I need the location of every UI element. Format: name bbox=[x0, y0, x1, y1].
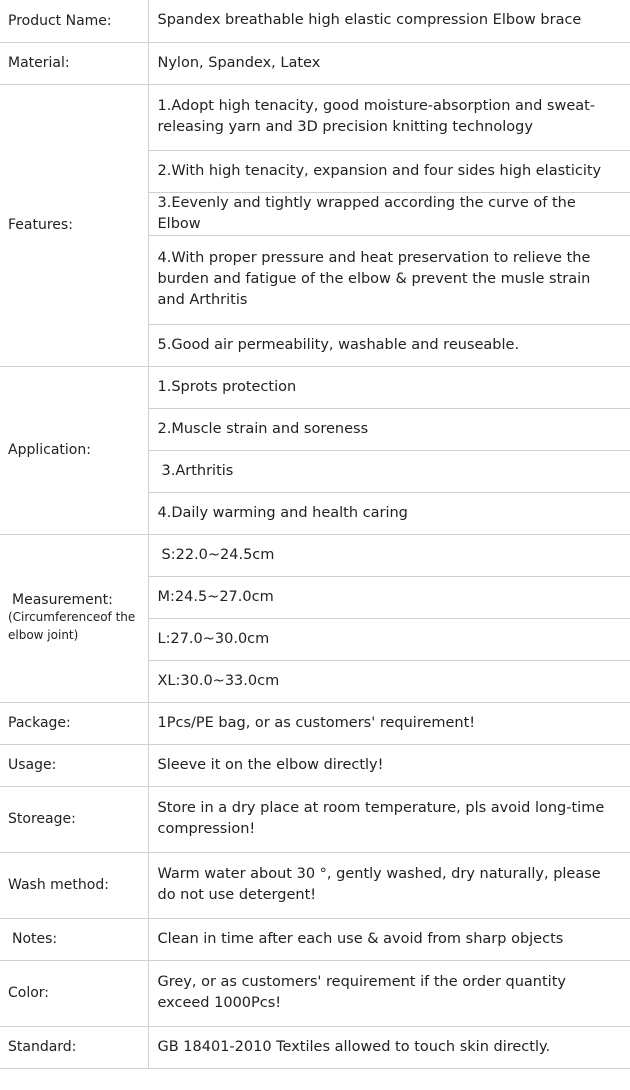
value-wash-method: Warm water about 30 °, gently washed, dry naturally, please do not use detergent! bbox=[148, 852, 630, 918]
row-wash-method bbox=[0, 852, 630, 918]
application-item-4: 4.Daily warming and health caring bbox=[148, 492, 630, 534]
label-package: Package: bbox=[0, 702, 148, 744]
row-application bbox=[0, 366, 630, 408]
application-item-2: 2.Muscle strain and soreness bbox=[148, 408, 630, 450]
label-color: Color: bbox=[0, 960, 148, 1026]
application-item-1: 1.Sprots protection bbox=[148, 366, 630, 408]
row-standard bbox=[0, 1026, 630, 1068]
label-features: Features: bbox=[0, 84, 148, 366]
value-standard: GB 18401-2010 Textiles allowed to touch skin directly. bbox=[148, 1026, 630, 1068]
measurement-item-3: L:27.0~30.0cm bbox=[148, 618, 630, 660]
row-storeage bbox=[0, 786, 630, 852]
label-notes-cell bbox=[0, 918, 148, 960]
label-material: Material: bbox=[0, 42, 148, 84]
row-material bbox=[0, 42, 630, 84]
label-usage: Usage: bbox=[0, 744, 148, 786]
measurement-item-1-cell bbox=[148, 534, 630, 576]
row-usage bbox=[0, 744, 630, 786]
value-notes: Clean in time after each use & avoid from sharp objects bbox=[148, 918, 630, 960]
value-product-name: Spandex breathable high elastic compression Elbow brace bbox=[148, 0, 630, 42]
value-usage: Sleeve it on the elbow directly! bbox=[148, 744, 630, 786]
feature-item-4: 4.With proper pressure and heat preservation to relieve the burden and fatigue of the elbow & prevent the musle strain and Arthritis bbox=[148, 235, 630, 324]
row-features bbox=[0, 84, 630, 150]
row-product-name bbox=[0, 0, 630, 42]
label-measurement-cell bbox=[0, 534, 148, 702]
application-item-3: 3.Arthritis bbox=[161, 462, 234, 479]
feature-item-5: 5.Good air permeability, washable and reuseable. bbox=[148, 324, 630, 366]
measurement-item-4: XL:30.0~33.0cm bbox=[148, 660, 630, 702]
label-product-name: Product Name: bbox=[0, 0, 148, 42]
row-notes bbox=[0, 918, 630, 960]
label-measurement-sub: (Circumferenceof the elbow joint) bbox=[8, 610, 136, 642]
measurement-item-2: M:24.5~27.0cm bbox=[148, 576, 630, 618]
value-storeage: Store in a dry place at room temperature, pls avoid long-time compression! bbox=[148, 786, 630, 852]
value-color: Grey, or as customers' requirement if the order quantity exceed 1000Pcs! bbox=[148, 960, 630, 1026]
label-notes: Notes: bbox=[12, 931, 58, 947]
label-application: Application: bbox=[0, 366, 148, 534]
measurement-item-1: S:22.0~24.5cm bbox=[161, 546, 275, 563]
label-wash-method: Wash method: bbox=[0, 852, 148, 918]
label-standard: Standard: bbox=[0, 1026, 148, 1068]
value-package: 1Pcs/PE bag, or as customers' requirement! bbox=[148, 702, 630, 744]
label-storeage: Storeage: bbox=[0, 786, 148, 852]
row-color bbox=[0, 960, 630, 1026]
row-package bbox=[0, 702, 630, 744]
application-item-3-cell bbox=[148, 450, 630, 492]
value-material: Nylon, Spandex, Latex bbox=[148, 42, 630, 84]
feature-item-1: 1.Adopt high tenacity, good moisture-absorption and sweat-releasing yarn and 3D precision knitting technology bbox=[148, 84, 630, 150]
feature-item-2: 2.With high tenacity, expansion and four sides high elasticity bbox=[148, 150, 630, 192]
row-measurement bbox=[0, 534, 630, 576]
feature-item-3: 3.Eevenly and tightly wrapped according the curve of the Elbow bbox=[148, 192, 630, 235]
label-measurement: Measurement: bbox=[12, 592, 113, 608]
